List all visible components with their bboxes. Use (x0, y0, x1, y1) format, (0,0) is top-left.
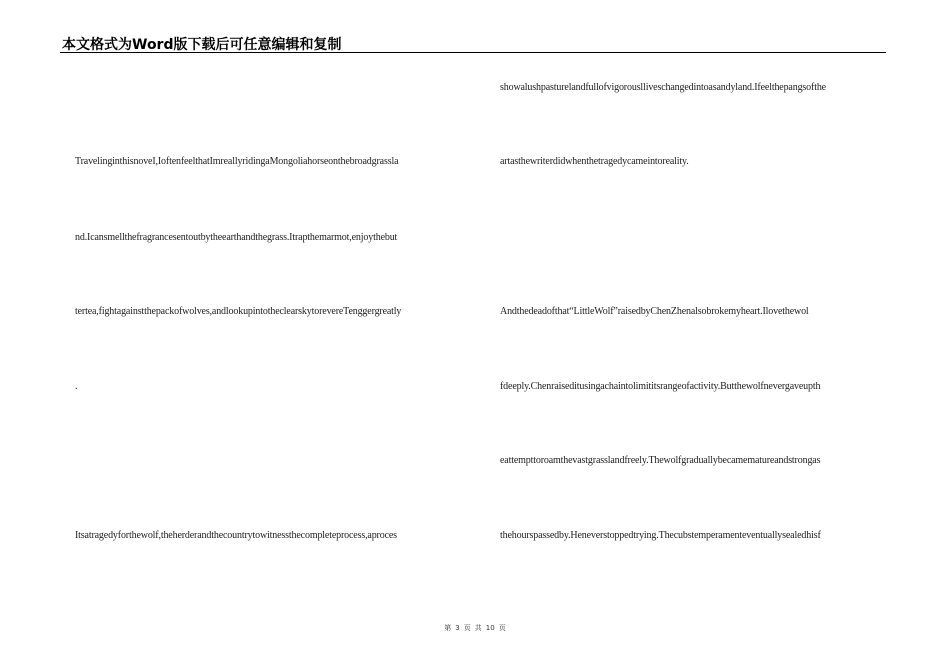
text-line: showalushpasturelandfullofvigorouslliveschangedintoasandyland.Ifeelthepangsofthe (500, 82, 826, 93)
text-line: Itsatragedyforthewolf,theherderandthecountrytowitnessthecompleteprocess,aproces (75, 530, 397, 541)
text-line: . (75, 381, 78, 392)
footer-total-unit: 页 (498, 624, 506, 632)
text-line: fdeeply.Chenraiseditusingachaintolimititsrangeofactivity.Butthewolfnevergaveupth (500, 381, 821, 392)
header-rule (60, 52, 886, 53)
text-line: Andthedeadofthat“LittleWolf”raisedbyChenZhenalsobrokemyheart.Ilovethewol (500, 306, 809, 317)
text-line: thehourspassedby.Heneverstoppedtrying.Thecubstemperamenteventuallysealedhisf (500, 530, 821, 541)
page-footer (0, 623, 950, 633)
text-line: nd.Icansmellthefragrancesentoutbytheearthandthegrass.Itrapthemarmot,enjoythebut (75, 232, 398, 243)
footer-total-pages: 10 (485, 624, 495, 632)
text-line: TravelinginthisnoveI,IoftenfeelthatImreallyridingaMongoliahorseonthebroadgrassla (75, 156, 399, 167)
text-line: artasthewriterdidwhenthetragedycameintoreality. (500, 156, 689, 167)
footer-page-unit: 页 (463, 624, 471, 632)
footer-prefix: 第 (444, 624, 452, 632)
footer-page-number: 3 (455, 624, 460, 632)
header-title: 本文格式为Word版下载后可任意编辑和复制 (62, 37, 342, 53)
footer-total-prefix: 共 (474, 624, 482, 632)
text-line: tertea,fightagainstthepackofwolves,andlookupintotheclearskytorevereTenggergreatly (75, 306, 402, 317)
text-line: eattempttoroamthevastgrasslandfreely.Thewolfgraduallybecamematureandstrongas (500, 455, 821, 466)
